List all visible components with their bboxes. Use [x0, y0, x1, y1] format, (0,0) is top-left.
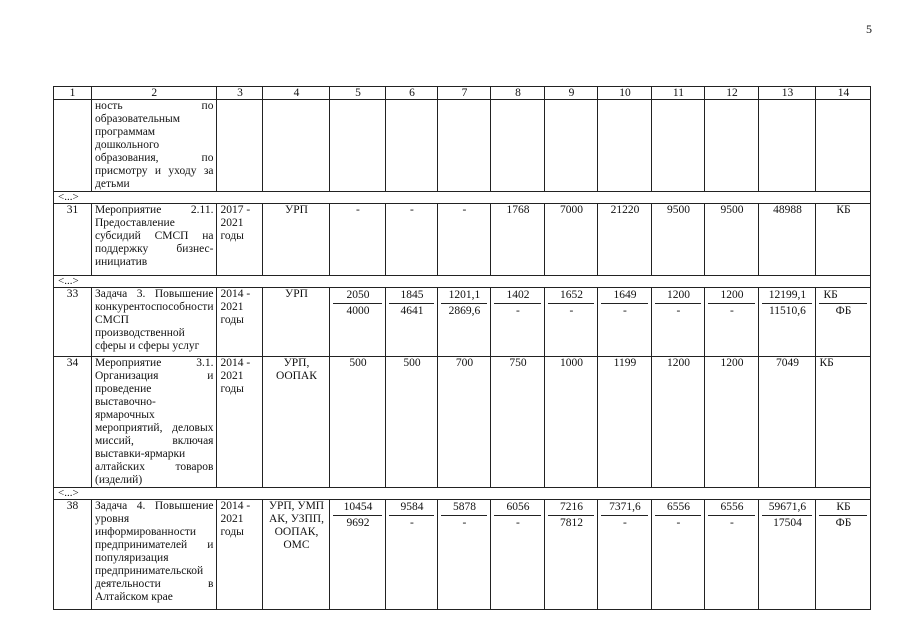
value-cell: 1768	[491, 204, 545, 276]
value-cell: -	[730, 305, 734, 317]
header-row	[54, 87, 871, 100]
header-cell: 3	[217, 87, 263, 100]
value-cell: 1201,1	[441, 288, 487, 304]
total-cell: 7049	[759, 357, 816, 488]
row-period: 2014 - 2021 годы	[217, 288, 263, 357]
total-cell: 11510,6	[768, 305, 806, 317]
header-cell: 4	[263, 87, 330, 100]
value-cell: 1652	[548, 288, 594, 304]
header-cell: 13	[759, 87, 816, 100]
header-cell: 14	[816, 87, 871, 100]
row-executor: УРП	[263, 288, 330, 357]
row-executor: УРП, УМП АК, УЗПП, ООПАК, ОМС	[263, 500, 330, 610]
value-cell: 1200	[652, 357, 705, 488]
value-cell: -	[730, 517, 734, 529]
value-cell: 2869,6	[448, 305, 481, 317]
row-period: 2014 - 2021 годы	[217, 357, 263, 488]
row-description: Задача 4. Повышение уровня информированности предпринимателей и популяризация предпринимательской деятельности в Алтайском крае	[92, 500, 217, 610]
value-cell: 1200	[655, 288, 701, 304]
row-description: ность по образовательным программам дошкольного образования, по присмотру и уходу за детьми	[92, 100, 217, 192]
gap-row	[54, 276, 871, 288]
value-cell: 7371,6	[601, 500, 648, 516]
table-row	[54, 204, 871, 276]
gap-marker: <...>	[54, 488, 871, 500]
value-cell: -	[516, 517, 520, 529]
value-cell: 6556	[708, 500, 755, 516]
value-cell: 7812	[559, 517, 583, 529]
value-cell: 6556	[655, 500, 701, 516]
value-cell: -	[569, 305, 574, 317]
row-number: 31	[54, 204, 92, 276]
value-cell: -	[410, 517, 414, 529]
value-cell: 500	[330, 357, 386, 488]
row-executor: УРП, ООПАК	[263, 357, 330, 488]
row-number: 34	[54, 357, 92, 488]
value-cell: 9692	[346, 517, 370, 529]
value-cell: 750	[491, 357, 545, 488]
row-description: Мероприятие 2.11. Предоставление субсидий СМСП на поддержку бизнес-инициатив	[92, 204, 217, 276]
value-cell: 7216	[548, 500, 594, 516]
value-cell: -	[676, 305, 681, 317]
value-cell: 4641	[400, 305, 424, 317]
funding-source: КБ	[819, 500, 867, 516]
funding-source: КБ	[816, 357, 871, 488]
value-cell: 9500	[705, 204, 759, 276]
value-cell: 10454	[333, 500, 382, 516]
gap-marker: <...>	[54, 192, 871, 204]
funding-source: КБ	[819, 288, 867, 304]
header-cell: 6	[386, 87, 438, 100]
value-cell: -	[330, 204, 386, 276]
header-cell: 8	[491, 87, 545, 100]
row-period: 2017 - 2021 годы	[217, 204, 263, 276]
table-row	[54, 288, 871, 357]
header-cell: 10	[598, 87, 652, 100]
value-cell: -	[676, 517, 681, 529]
value-cell: 4000	[346, 305, 370, 317]
value-cell: 7000	[545, 204, 598, 276]
row-period: 2014 - 2021 годы	[217, 500, 263, 610]
table-row	[54, 100, 871, 192]
value-cell: 1845	[389, 288, 434, 304]
table-row	[54, 500, 871, 610]
value-cell: 700	[438, 357, 491, 488]
page-number: 5	[866, 22, 872, 36]
header-cell: 1	[54, 87, 92, 100]
value-cell: 1200	[705, 357, 759, 488]
gap-marker: <...>	[54, 276, 871, 288]
value-cell: -	[462, 517, 467, 529]
value-cell: -	[438, 204, 491, 276]
row-description: Мероприятие 3.1. Организация и проведение выставочно-ярмарочных мероприятий, деловых миссий, включая выставки-ярмарки алтайских товаров (изделий)	[92, 357, 217, 488]
value-cell: -	[623, 305, 627, 317]
value-cell: -	[386, 204, 438, 276]
row-number: 38	[54, 500, 92, 610]
value-cell: 6056	[494, 500, 541, 516]
value-cell: -	[623, 517, 627, 529]
header-cell: 2	[92, 87, 217, 100]
value-cell: 1649	[601, 288, 648, 304]
row-description: Задача 3. Повышение конкурентоспособности СМСП производственной сферы и сферы услуг	[92, 288, 217, 357]
value-cell: 21220	[598, 204, 652, 276]
row-number: 33	[54, 288, 92, 357]
value-cell: 1402	[494, 288, 541, 304]
header-cell: 7	[438, 87, 491, 100]
funding-source: КБ	[816, 204, 871, 276]
total-cell: 48988	[759, 204, 816, 276]
value-cell: 2050	[333, 288, 382, 304]
gap-row	[54, 192, 871, 204]
funding-source: ФБ	[835, 305, 852, 317]
row-executor: УРП	[263, 204, 330, 276]
gap-row	[54, 488, 871, 500]
header-cell: 12	[705, 87, 759, 100]
total-cell: 12199,1	[762, 288, 812, 304]
value-cell: 500	[386, 357, 438, 488]
header-cell: 11	[652, 87, 705, 100]
total-cell: 59671,6	[762, 500, 812, 516]
value-cell: 9584	[389, 500, 434, 516]
value-cell: 9500	[652, 204, 705, 276]
header-cell: 9	[545, 87, 598, 100]
value-cell: 5878	[441, 500, 487, 516]
funding-source: ФБ	[835, 517, 852, 529]
table-row	[54, 357, 871, 488]
value-cell: 1000	[545, 357, 598, 488]
value-cell: -	[516, 305, 520, 317]
total-cell: 17504	[773, 517, 802, 529]
value-cell: 1200	[708, 288, 755, 304]
header-cell: 5	[330, 87, 386, 100]
value-cell: 1199	[598, 357, 652, 488]
budget-table	[53, 86, 871, 610]
